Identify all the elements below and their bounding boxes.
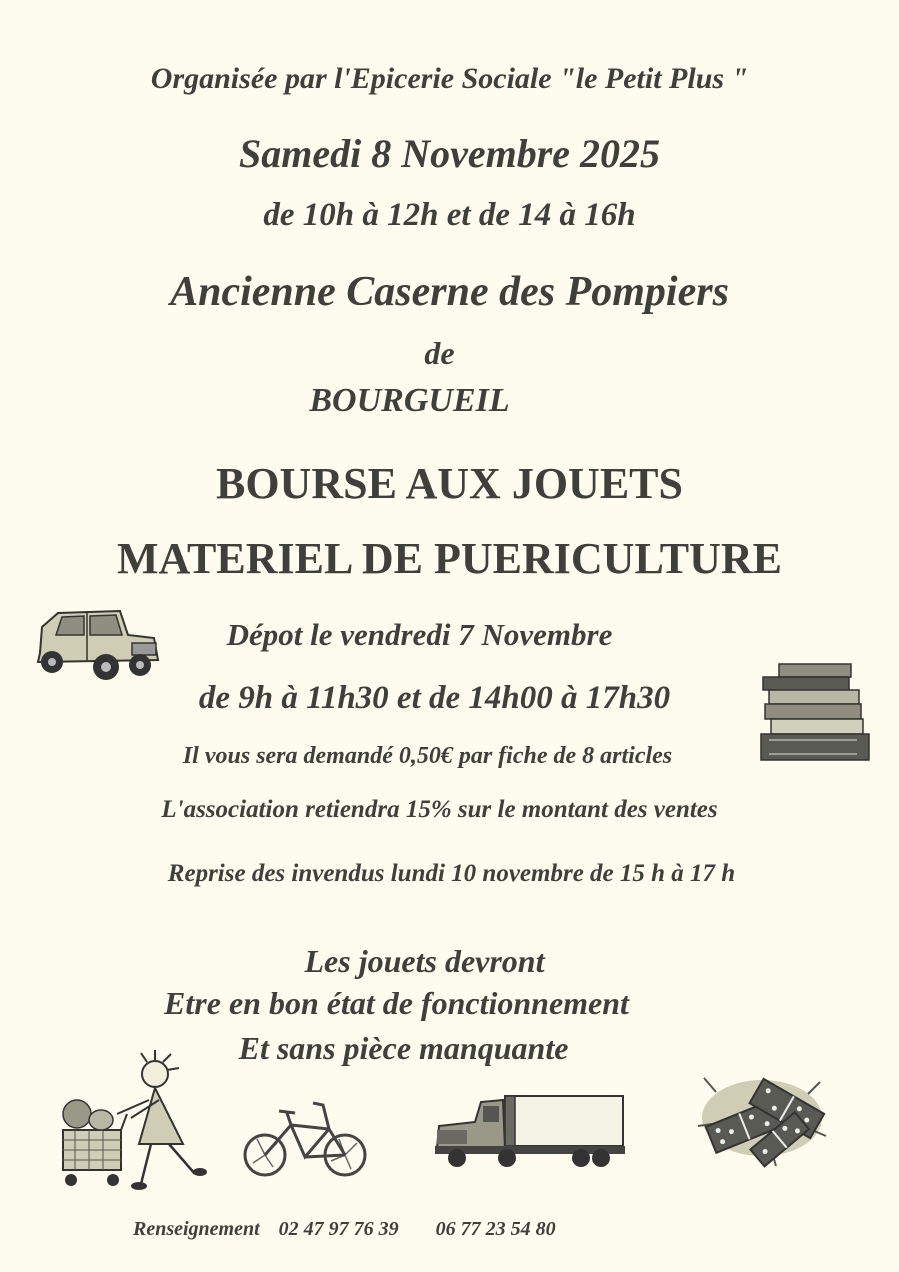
bicycle-icon <box>243 1095 373 1185</box>
venue-de: de <box>424 335 455 371</box>
books-icon <box>757 660 877 765</box>
deposit-date: Dépot le vendredi 7 Novembre <box>226 617 613 652</box>
contact-info <box>133 1218 556 1241</box>
phone-number-1: 02 47 97 76 39 <box>278 1218 399 1240</box>
rules-line-2: Etre en bon état de fonctionnement <box>164 985 629 1021</box>
commission-info: L'association retiendra 15% sur le montant des ventes <box>161 796 718 823</box>
rules-line-1: Les jouets devront <box>304 943 545 979</box>
dominoes-icon <box>690 1066 835 1171</box>
phone-number-2: 06 77 23 54 80 <box>435 1218 556 1240</box>
venue-town: BOURGUEIL <box>309 382 510 419</box>
shopping-cart-girl-icon <box>55 1048 220 1193</box>
venue-name: Ancienne Caserne des Pompiers <box>170 269 729 315</box>
organizer-line: Organisée par l'Epicerie Sociale "le Petit Plus " <box>150 62 749 95</box>
truck-icon <box>433 1092 628 1172</box>
main-heading: BOURSE AUX JOUETS <box>215 459 683 508</box>
event-date: Samedi 8 Novembre 2025 <box>238 131 661 176</box>
fee-info: Il vous sera demandé 0,50€ par fiche de 8 articles <box>182 743 673 769</box>
sub-heading: MATERIEL DE PUERICULTURE <box>116 534 783 583</box>
event-hours: de 10h à 12h et de 14 à 16h <box>263 197 636 233</box>
contact-label: Renseignement <box>133 1218 260 1240</box>
jeep-icon <box>32 605 162 685</box>
rules-line-3: Et sans pièce manquante <box>238 1030 569 1066</box>
deposit-hours: de 9h à 11h30 et de 14h00 à 17h30 <box>198 680 671 716</box>
return-info: Reprise des invendus lundi 10 novembre de 15 h à 17 h <box>167 860 736 887</box>
